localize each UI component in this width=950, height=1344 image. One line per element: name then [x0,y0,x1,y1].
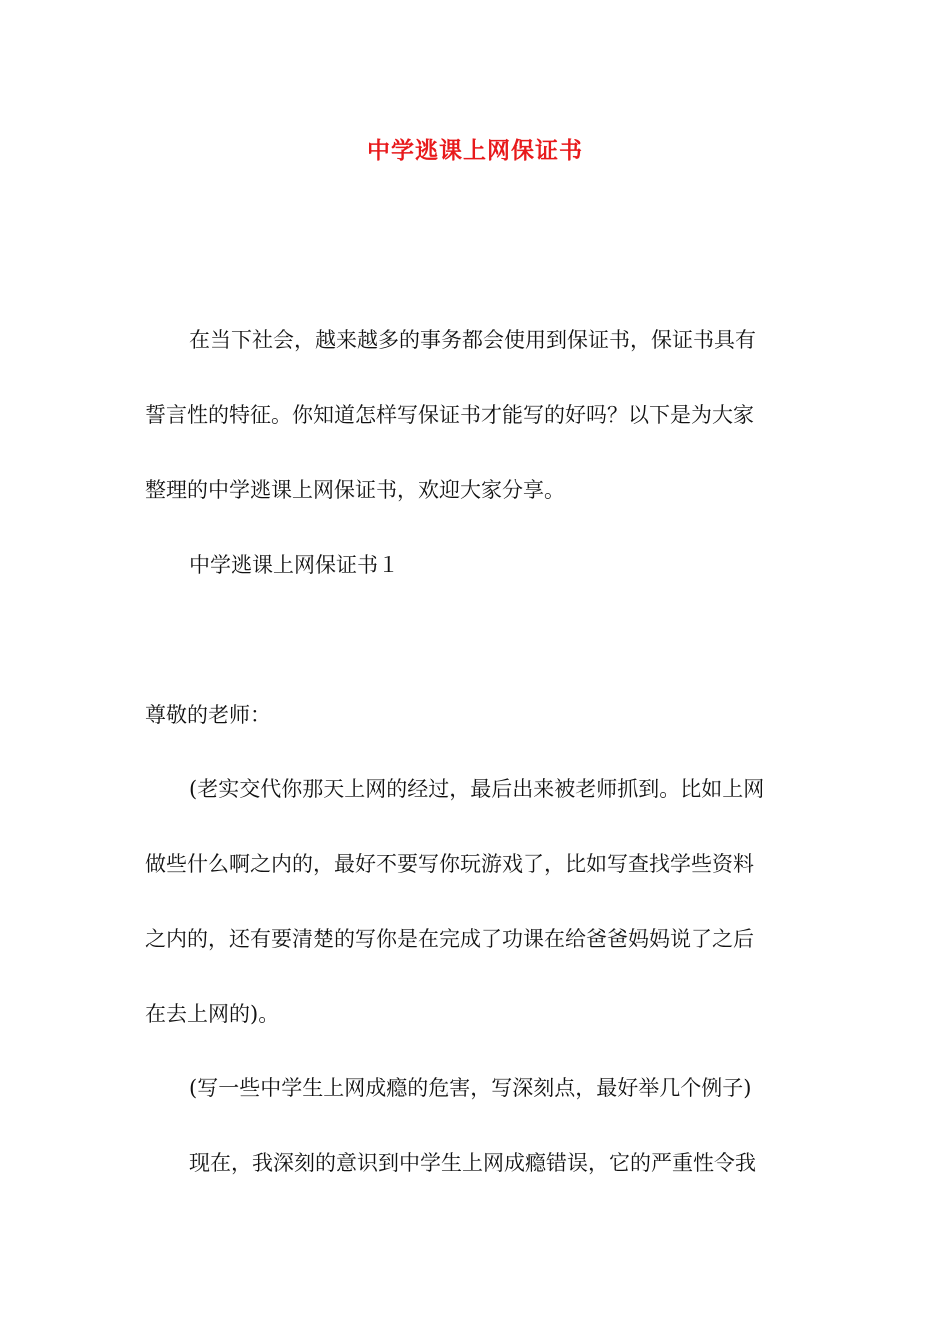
paragraph-line: 誓言性的特征。你知道怎样写保证书才能写的好吗？以下是为大家 [145,403,754,427]
paragraph-line: (写一些中学生上网成瘾的危害，写深刻点，最好举几个例子) [189,1076,752,1100]
paragraph-line: 做些什么啊之内的，最好不要写你玩游戏了，比如写查找学些资料 [145,852,754,876]
paragraph-line: 之内的，还有要清楚的写你是在完成了功课在给爸爸妈妈说了之后 [145,927,754,951]
paragraph-line: 整理的中学逃课上网保证书，欢迎大家分享。 [145,478,565,502]
paragraph-line: 在当下社会，越来越多的事务都会使用到保证书，保证书具有 [189,328,756,352]
paragraph-line: 在去上网的)。 [145,1002,280,1026]
document-title: 中学逃课上网保证书 [367,137,583,164]
salutation: 尊敬的老师： [145,703,271,727]
section-heading: 中学逃课上网保证书１ [189,553,399,577]
paragraph-line: 现在，我深刻的意识到中学生上网成瘾错误，它的严重性令我 [189,1151,756,1175]
paragraph-line: (老实交代你那天上网的经过，最后出来被老师抓到。比如上网 [189,777,765,801]
